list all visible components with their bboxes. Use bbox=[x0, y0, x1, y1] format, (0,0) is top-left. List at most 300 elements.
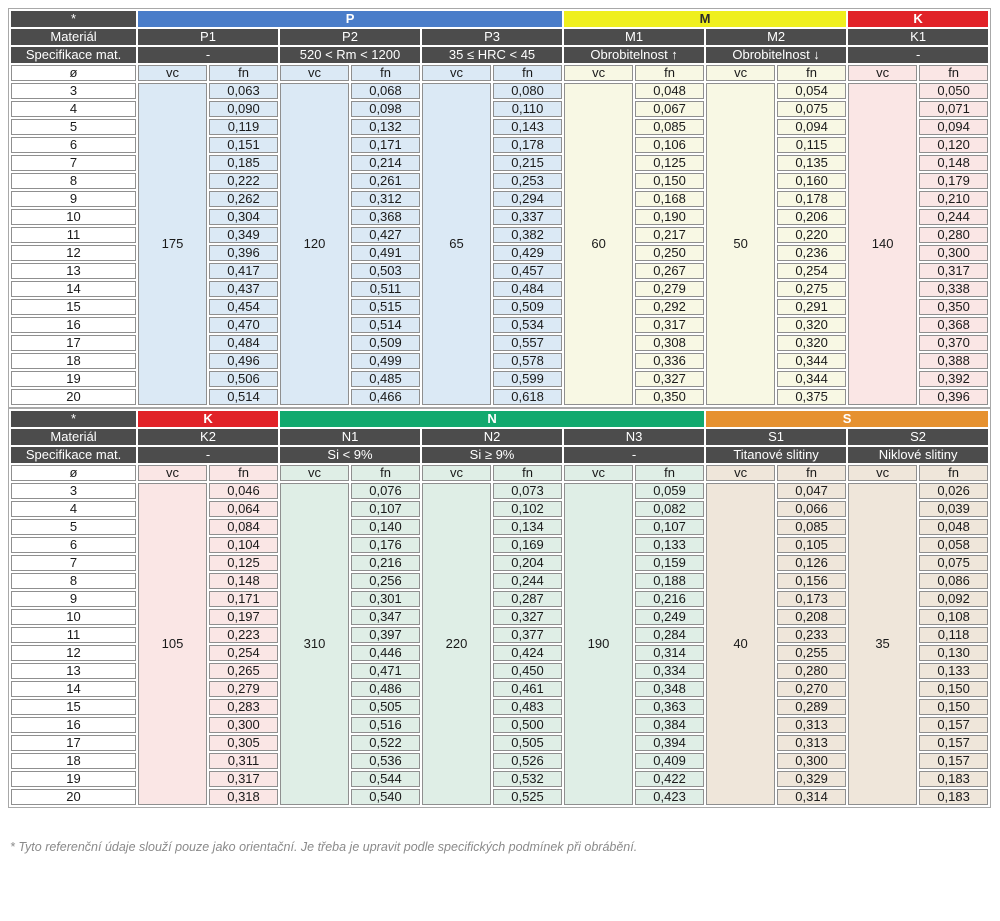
fn-value-N3-d9: 0,216 bbox=[635, 591, 704, 607]
fn-value-P2-d17: 0,509 bbox=[351, 335, 420, 351]
vc-header-P2: vc bbox=[280, 65, 349, 81]
fn-value-P2-d12: 0,491 bbox=[351, 245, 420, 261]
fn-value-N3-d15: 0,363 bbox=[635, 699, 704, 715]
fn-value-N1-d12: 0,446 bbox=[351, 645, 420, 661]
fn-value-M1-d5: 0,085 bbox=[635, 119, 704, 135]
fn-value-P3-d11: 0,382 bbox=[493, 227, 562, 243]
fn-value-N3-d12: 0,314 bbox=[635, 645, 704, 661]
fn-value-S1-d10: 0,208 bbox=[777, 609, 846, 625]
fn-value-N2-d11: 0,377 bbox=[493, 627, 562, 643]
fn-value-N1-d18: 0,536 bbox=[351, 753, 420, 769]
diameter-cell: 4 bbox=[11, 501, 136, 517]
fn-value-P3-d14: 0,484 bbox=[493, 281, 562, 297]
fn-value-N2-d14: 0,461 bbox=[493, 681, 562, 697]
fn-value-P2-d6: 0,171 bbox=[351, 137, 420, 153]
diameter-cell: 12 bbox=[11, 245, 136, 261]
group-header-S: S bbox=[706, 411, 988, 427]
fn-value-S1-d8: 0,156 bbox=[777, 573, 846, 589]
fn-value-N3-d5: 0,107 bbox=[635, 519, 704, 535]
diameter-cell: 7 bbox=[11, 155, 136, 171]
spec-N3: - bbox=[564, 447, 704, 463]
fn-header-N2: fn bbox=[493, 465, 562, 481]
fn-value-S2-d18: 0,157 bbox=[919, 753, 988, 769]
vc-header-S1: vc bbox=[706, 465, 775, 481]
fn-value-N1-d5: 0,140 bbox=[351, 519, 420, 535]
fn-value-P1-d19: 0,506 bbox=[209, 371, 278, 387]
vc-header-K1: vc bbox=[848, 65, 917, 81]
diameter-cell: 3 bbox=[11, 483, 136, 499]
fn-value-P2-d5: 0,132 bbox=[351, 119, 420, 135]
fn-value-S2-d13: 0,133 bbox=[919, 663, 988, 679]
col-header-N3: N3 bbox=[564, 429, 704, 445]
spec-N1: Si < 9% bbox=[280, 447, 420, 463]
fn-header-S2: fn bbox=[919, 465, 988, 481]
fn-value-M1-d18: 0,336 bbox=[635, 353, 704, 369]
fn-value-M1-d13: 0,267 bbox=[635, 263, 704, 279]
fn-value-N1-d11: 0,397 bbox=[351, 627, 420, 643]
vc-header-P3: vc bbox=[422, 65, 491, 81]
diameter-cell: 6 bbox=[11, 537, 136, 553]
fn-value-N2-d4: 0,102 bbox=[493, 501, 562, 517]
fn-value-N2-d12: 0,424 bbox=[493, 645, 562, 661]
diameter-cell: 16 bbox=[11, 317, 136, 333]
diameter-cell: 17 bbox=[11, 335, 136, 351]
diameter-cell: 13 bbox=[11, 263, 136, 279]
group-header-K: K bbox=[848, 11, 988, 27]
fn-value-K1-d6: 0,120 bbox=[919, 137, 988, 153]
fn-value-S2-d20: 0,183 bbox=[919, 789, 988, 805]
fn-value-P2-d9: 0,312 bbox=[351, 191, 420, 207]
fn-value-N3-d14: 0,348 bbox=[635, 681, 704, 697]
fn-value-P1-d7: 0,185 bbox=[209, 155, 278, 171]
col-header-K2: K2 bbox=[138, 429, 278, 445]
vc-value-P3: 65 bbox=[422, 83, 491, 405]
fn-value-P2-d19: 0,485 bbox=[351, 371, 420, 387]
vc-header-N2: vc bbox=[422, 465, 491, 481]
fn-value-K2-d15: 0,283 bbox=[209, 699, 278, 715]
fn-value-N2-d13: 0,450 bbox=[493, 663, 562, 679]
vc-value-N3: 190 bbox=[564, 483, 633, 805]
fn-value-M2-d13: 0,254 bbox=[777, 263, 846, 279]
fn-value-S2-d9: 0,092 bbox=[919, 591, 988, 607]
fn-value-N1-d14: 0,486 bbox=[351, 681, 420, 697]
fn-value-P1-d8: 0,222 bbox=[209, 173, 278, 189]
fn-value-M1-d9: 0,168 bbox=[635, 191, 704, 207]
fn-value-K2-d6: 0,104 bbox=[209, 537, 278, 553]
fn-value-S2-d11: 0,118 bbox=[919, 627, 988, 643]
fn-value-N1-d16: 0,516 bbox=[351, 717, 420, 733]
fn-value-P2-d11: 0,427 bbox=[351, 227, 420, 243]
machining-reference-table-1 bbox=[8, 8, 991, 408]
fn-value-M2-d20: 0,375 bbox=[777, 389, 846, 405]
fn-value-S2-d19: 0,183 bbox=[919, 771, 988, 787]
fn-value-N3-d10: 0,249 bbox=[635, 609, 704, 625]
diameter-cell: 5 bbox=[11, 119, 136, 135]
fn-value-P3-d5: 0,143 bbox=[493, 119, 562, 135]
fn-value-M2-d12: 0,236 bbox=[777, 245, 846, 261]
fn-value-M2-d5: 0,094 bbox=[777, 119, 846, 135]
vc-value-S2: 35 bbox=[848, 483, 917, 805]
fn-value-S1-d20: 0,314 bbox=[777, 789, 846, 805]
fn-value-P2-d3: 0,068 bbox=[351, 83, 420, 99]
fn-value-N3-d17: 0,394 bbox=[635, 735, 704, 751]
fn-value-P1-d6: 0,151 bbox=[209, 137, 278, 153]
fn-value-P3-d9: 0,294 bbox=[493, 191, 562, 207]
fn-value-M1-d19: 0,327 bbox=[635, 371, 704, 387]
fn-value-P3-d15: 0,509 bbox=[493, 299, 562, 315]
diameter-cell: 7 bbox=[11, 555, 136, 571]
table-corner-star: * bbox=[11, 11, 136, 27]
material-row-label: Materiál bbox=[11, 29, 136, 45]
fn-value-K1-d19: 0,392 bbox=[919, 371, 988, 387]
spec-K2: - bbox=[138, 447, 278, 463]
fn-value-K2-d10: 0,197 bbox=[209, 609, 278, 625]
fn-value-K1-d14: 0,338 bbox=[919, 281, 988, 297]
fn-value-P1-d16: 0,470 bbox=[209, 317, 278, 333]
fn-value-M2-d17: 0,320 bbox=[777, 335, 846, 351]
fn-header-M1: fn bbox=[635, 65, 704, 81]
fn-value-M2-d8: 0,160 bbox=[777, 173, 846, 189]
vc-header-M1: vc bbox=[564, 65, 633, 81]
fn-value-K1-d8: 0,179 bbox=[919, 173, 988, 189]
fn-value-N1-d3: 0,076 bbox=[351, 483, 420, 499]
spec-P1: - bbox=[138, 47, 278, 63]
fn-value-M2-d10: 0,206 bbox=[777, 209, 846, 225]
fn-value-M2-d16: 0,320 bbox=[777, 317, 846, 333]
fn-value-P2-d16: 0,514 bbox=[351, 317, 420, 333]
fn-value-M2-d4: 0,075 bbox=[777, 101, 846, 117]
fn-value-N2-d10: 0,327 bbox=[493, 609, 562, 625]
fn-value-S2-d6: 0,058 bbox=[919, 537, 988, 553]
fn-value-N1-d7: 0,216 bbox=[351, 555, 420, 571]
fn-value-K1-d16: 0,368 bbox=[919, 317, 988, 333]
fn-value-P1-d15: 0,454 bbox=[209, 299, 278, 315]
diameter-cell: 14 bbox=[11, 281, 136, 297]
fn-value-S1-d7: 0,126 bbox=[777, 555, 846, 571]
fn-value-N2-d18: 0,526 bbox=[493, 753, 562, 769]
cutting-data-table-1-section bbox=[8, 8, 992, 408]
diameter-cell: 17 bbox=[11, 735, 136, 751]
fn-value-K1-d20: 0,396 bbox=[919, 389, 988, 405]
fn-value-S1-d9: 0,173 bbox=[777, 591, 846, 607]
group-header-K: K bbox=[138, 411, 278, 427]
vc-value-P1: 175 bbox=[138, 83, 207, 405]
fn-value-M2-d15: 0,291 bbox=[777, 299, 846, 315]
diameter-cell: 4 bbox=[11, 101, 136, 117]
fn-value-S1-d16: 0,313 bbox=[777, 717, 846, 733]
fn-header-P2: fn bbox=[351, 65, 420, 81]
fn-value-K2-d5: 0,084 bbox=[209, 519, 278, 535]
vc-value-N2: 220 bbox=[422, 483, 491, 805]
fn-value-P1-d4: 0,090 bbox=[209, 101, 278, 117]
fn-value-K2-d11: 0,223 bbox=[209, 627, 278, 643]
fn-value-K2-d13: 0,265 bbox=[209, 663, 278, 679]
fn-value-S2-d5: 0,048 bbox=[919, 519, 988, 535]
diameter-cell: 8 bbox=[11, 573, 136, 589]
fn-value-K1-d7: 0,148 bbox=[919, 155, 988, 171]
fn-header-S1: fn bbox=[777, 465, 846, 481]
fn-value-S1-d18: 0,300 bbox=[777, 753, 846, 769]
fn-value-S1-d6: 0,105 bbox=[777, 537, 846, 553]
fn-value-K1-d9: 0,210 bbox=[919, 191, 988, 207]
fn-value-P1-d13: 0,417 bbox=[209, 263, 278, 279]
fn-value-M2-d3: 0,054 bbox=[777, 83, 846, 99]
fn-header-P1: fn bbox=[209, 65, 278, 81]
fn-value-N3-d6: 0,133 bbox=[635, 537, 704, 553]
fn-value-M2-d7: 0,135 bbox=[777, 155, 846, 171]
fn-header-N1: fn bbox=[351, 465, 420, 481]
spec-row-label: Specifikace mat. bbox=[11, 47, 136, 63]
fn-value-M1-d6: 0,106 bbox=[635, 137, 704, 153]
fn-value-N2-d15: 0,483 bbox=[493, 699, 562, 715]
spec-row-label: Specifikace mat. bbox=[11, 447, 136, 463]
vc-value-K1: 140 bbox=[848, 83, 917, 405]
fn-value-P3-d8: 0,253 bbox=[493, 173, 562, 189]
fn-value-S2-d7: 0,075 bbox=[919, 555, 988, 571]
fn-value-K2-d4: 0,064 bbox=[209, 501, 278, 517]
machining-reference-table-2 bbox=[8, 408, 991, 808]
fn-value-P1-d9: 0,262 bbox=[209, 191, 278, 207]
fn-value-P3-d12: 0,429 bbox=[493, 245, 562, 261]
fn-value-P3-d6: 0,178 bbox=[493, 137, 562, 153]
fn-value-S1-d14: 0,270 bbox=[777, 681, 846, 697]
fn-value-P2-d20: 0,466 bbox=[351, 389, 420, 405]
diameter-cell: 11 bbox=[11, 227, 136, 243]
fn-value-K2-d20: 0,318 bbox=[209, 789, 278, 805]
diameter-cell: 9 bbox=[11, 591, 136, 607]
fn-value-P3-d10: 0,337 bbox=[493, 209, 562, 225]
fn-value-N3-d19: 0,422 bbox=[635, 771, 704, 787]
col-header-M2: M2 bbox=[706, 29, 846, 45]
fn-value-K2-d14: 0,279 bbox=[209, 681, 278, 697]
col-header-P3: P3 bbox=[422, 29, 562, 45]
fn-header-K1: fn bbox=[919, 65, 988, 81]
diameter-cell: 20 bbox=[11, 389, 136, 405]
fn-value-P1-d5: 0,119 bbox=[209, 119, 278, 135]
fn-value-K2-d7: 0,125 bbox=[209, 555, 278, 571]
fn-value-N1-d9: 0,301 bbox=[351, 591, 420, 607]
group-header-P: P bbox=[138, 11, 562, 27]
fn-value-S1-d5: 0,085 bbox=[777, 519, 846, 535]
fn-value-N2-d6: 0,169 bbox=[493, 537, 562, 553]
vc-header-M2: vc bbox=[706, 65, 775, 81]
fn-value-K2-d17: 0,305 bbox=[209, 735, 278, 751]
fn-value-S1-d15: 0,289 bbox=[777, 699, 846, 715]
fn-value-P3-d7: 0,215 bbox=[493, 155, 562, 171]
fn-value-M1-d4: 0,067 bbox=[635, 101, 704, 117]
fn-value-P2-d10: 0,368 bbox=[351, 209, 420, 225]
fn-value-N1-d20: 0,540 bbox=[351, 789, 420, 805]
fn-value-K1-d12: 0,300 bbox=[919, 245, 988, 261]
spec-S2: Niklové slitiny bbox=[848, 447, 988, 463]
fn-value-P2-d18: 0,499 bbox=[351, 353, 420, 369]
table-corner-star: * bbox=[11, 411, 136, 427]
fn-value-P3-d13: 0,457 bbox=[493, 263, 562, 279]
diameter-cell: 18 bbox=[11, 353, 136, 369]
fn-value-N1-d17: 0,522 bbox=[351, 735, 420, 751]
fn-value-N3-d3: 0,059 bbox=[635, 483, 704, 499]
fn-value-N2-d8: 0,244 bbox=[493, 573, 562, 589]
spec-M1: Obrobitelnost ↑ bbox=[564, 47, 704, 63]
fn-value-N3-d8: 0,188 bbox=[635, 573, 704, 589]
spec-M2: Obrobitelnost ↓ bbox=[706, 47, 846, 63]
fn-value-N1-d19: 0,544 bbox=[351, 771, 420, 787]
fn-value-M1-d11: 0,217 bbox=[635, 227, 704, 243]
diameter-col-header: ø bbox=[11, 465, 136, 481]
fn-value-S1-d4: 0,066 bbox=[777, 501, 846, 517]
fn-value-N3-d13: 0,334 bbox=[635, 663, 704, 679]
vc-value-P2: 120 bbox=[280, 83, 349, 405]
fn-value-P2-d15: 0,515 bbox=[351, 299, 420, 315]
fn-header-N3: fn bbox=[635, 465, 704, 481]
fn-value-M2-d19: 0,344 bbox=[777, 371, 846, 387]
diameter-cell: 19 bbox=[11, 771, 136, 787]
fn-value-S2-d8: 0,086 bbox=[919, 573, 988, 589]
vc-header-N3: vc bbox=[564, 465, 633, 481]
diameter-cell: 3 bbox=[11, 83, 136, 99]
diameter-cell: 10 bbox=[11, 209, 136, 225]
diameter-cell: 20 bbox=[11, 789, 136, 805]
diameter-col-header: ø bbox=[11, 65, 136, 81]
fn-value-P1-d3: 0,063 bbox=[209, 83, 278, 99]
fn-value-P3-d20: 0,618 bbox=[493, 389, 562, 405]
diameter-cell: 8 bbox=[11, 173, 136, 189]
footnote: * Tyto referenční údaje slouží pouze jako orientační. Je třeba je upravit podle specifických podmínek při obrábění. bbox=[10, 840, 638, 854]
fn-value-K2-d16: 0,300 bbox=[209, 717, 278, 733]
fn-value-K1-d11: 0,280 bbox=[919, 227, 988, 243]
fn-value-M2-d9: 0,178 bbox=[777, 191, 846, 207]
fn-value-S1-d19: 0,329 bbox=[777, 771, 846, 787]
fn-value-P3-d4: 0,110 bbox=[493, 101, 562, 117]
vc-header-P1: vc bbox=[138, 65, 207, 81]
fn-value-M2-d11: 0,220 bbox=[777, 227, 846, 243]
fn-value-K2-d19: 0,317 bbox=[209, 771, 278, 787]
spec-P3: 35 ≤ HRC < 45 bbox=[422, 47, 562, 63]
diameter-cell: 9 bbox=[11, 191, 136, 207]
fn-value-P3-d19: 0,599 bbox=[493, 371, 562, 387]
vc-value-K2: 105 bbox=[138, 483, 207, 805]
fn-value-N1-d10: 0,347 bbox=[351, 609, 420, 625]
spec-S1: Titanové slitiny bbox=[706, 447, 846, 463]
fn-value-M1-d12: 0,250 bbox=[635, 245, 704, 261]
fn-value-M1-d14: 0,279 bbox=[635, 281, 704, 297]
fn-value-S2-d17: 0,157 bbox=[919, 735, 988, 751]
vc-value-S1: 40 bbox=[706, 483, 775, 805]
fn-value-N3-d11: 0,284 bbox=[635, 627, 704, 643]
fn-value-S2-d12: 0,130 bbox=[919, 645, 988, 661]
fn-value-N3-d16: 0,384 bbox=[635, 717, 704, 733]
fn-value-S2-d4: 0,039 bbox=[919, 501, 988, 517]
diameter-cell: 15 bbox=[11, 299, 136, 315]
fn-value-M1-d10: 0,190 bbox=[635, 209, 704, 225]
vc-header-N1: vc bbox=[280, 465, 349, 481]
fn-header-K2: fn bbox=[209, 465, 278, 481]
fn-value-K2-d12: 0,254 bbox=[209, 645, 278, 661]
vc-header-K2: vc bbox=[138, 465, 207, 481]
fn-value-P2-d14: 0,511 bbox=[351, 281, 420, 297]
fn-value-M1-d17: 0,308 bbox=[635, 335, 704, 351]
fn-value-N2-d9: 0,287 bbox=[493, 591, 562, 607]
fn-value-K1-d17: 0,370 bbox=[919, 335, 988, 351]
fn-header-M2: fn bbox=[777, 65, 846, 81]
fn-value-N1-d8: 0,256 bbox=[351, 573, 420, 589]
fn-value-P2-d8: 0,261 bbox=[351, 173, 420, 189]
diameter-cell: 10 bbox=[11, 609, 136, 625]
fn-value-M1-d7: 0,125 bbox=[635, 155, 704, 171]
fn-value-P1-d14: 0,437 bbox=[209, 281, 278, 297]
fn-value-P2-d7: 0,214 bbox=[351, 155, 420, 171]
fn-value-M1-d3: 0,048 bbox=[635, 83, 704, 99]
fn-value-N1-d4: 0,107 bbox=[351, 501, 420, 517]
diameter-cell: 14 bbox=[11, 681, 136, 697]
fn-value-P1-d10: 0,304 bbox=[209, 209, 278, 225]
group-header-M: M bbox=[564, 11, 846, 27]
fn-value-M1-d8: 0,150 bbox=[635, 173, 704, 189]
col-header-N1: N1 bbox=[280, 429, 420, 445]
fn-value-K1-d5: 0,094 bbox=[919, 119, 988, 135]
fn-value-P1-d11: 0,349 bbox=[209, 227, 278, 243]
fn-value-N2-d7: 0,204 bbox=[493, 555, 562, 571]
fn-value-P3-d3: 0,080 bbox=[493, 83, 562, 99]
fn-value-N3-d7: 0,159 bbox=[635, 555, 704, 571]
fn-value-S1-d3: 0,047 bbox=[777, 483, 846, 499]
spec-N2: Si ≥ 9% bbox=[422, 447, 562, 463]
fn-value-S1-d17: 0,313 bbox=[777, 735, 846, 751]
fn-value-M1-d15: 0,292 bbox=[635, 299, 704, 315]
fn-value-M2-d18: 0,344 bbox=[777, 353, 846, 369]
fn-value-N2-d19: 0,532 bbox=[493, 771, 562, 787]
fn-value-N2-d5: 0,134 bbox=[493, 519, 562, 535]
fn-value-P3-d16: 0,534 bbox=[493, 317, 562, 333]
fn-value-K1-d3: 0,050 bbox=[919, 83, 988, 99]
fn-value-S1-d11: 0,233 bbox=[777, 627, 846, 643]
diameter-cell: 5 bbox=[11, 519, 136, 535]
fn-value-N1-d13: 0,471 bbox=[351, 663, 420, 679]
fn-value-N2-d3: 0,073 bbox=[493, 483, 562, 499]
col-header-S2: S2 bbox=[848, 429, 988, 445]
vc-value-M1: 60 bbox=[564, 83, 633, 405]
diameter-cell: 13 bbox=[11, 663, 136, 679]
fn-value-K2-d9: 0,171 bbox=[209, 591, 278, 607]
diameter-cell: 12 bbox=[11, 645, 136, 661]
spec-P2: 520 < Rm < 1200 bbox=[280, 47, 420, 63]
fn-value-S2-d10: 0,108 bbox=[919, 609, 988, 625]
diameter-cell: 6 bbox=[11, 137, 136, 153]
fn-value-S2-d3: 0,026 bbox=[919, 483, 988, 499]
diameter-cell: 11 bbox=[11, 627, 136, 643]
vc-value-M2: 50 bbox=[706, 83, 775, 405]
diameter-cell: 16 bbox=[11, 717, 136, 733]
fn-value-K2-d18: 0,311 bbox=[209, 753, 278, 769]
spec-K1: - bbox=[848, 47, 988, 63]
fn-value-S2-d14: 0,150 bbox=[919, 681, 988, 697]
fn-value-K2-d8: 0,148 bbox=[209, 573, 278, 589]
fn-value-P3-d18: 0,578 bbox=[493, 353, 562, 369]
fn-value-N2-d20: 0,525 bbox=[493, 789, 562, 805]
fn-value-S1-d13: 0,280 bbox=[777, 663, 846, 679]
fn-value-M1-d16: 0,317 bbox=[635, 317, 704, 333]
material-row-label: Materiál bbox=[11, 429, 136, 445]
fn-value-K2-d3: 0,046 bbox=[209, 483, 278, 499]
fn-header-P3: fn bbox=[493, 65, 562, 81]
fn-value-S1-d12: 0,255 bbox=[777, 645, 846, 661]
fn-value-N1-d6: 0,176 bbox=[351, 537, 420, 553]
col-header-P2: P2 bbox=[280, 29, 420, 45]
fn-value-P1-d17: 0,484 bbox=[209, 335, 278, 351]
vc-value-N1: 310 bbox=[280, 483, 349, 805]
fn-value-N3-d18: 0,409 bbox=[635, 753, 704, 769]
fn-value-S2-d15: 0,150 bbox=[919, 699, 988, 715]
